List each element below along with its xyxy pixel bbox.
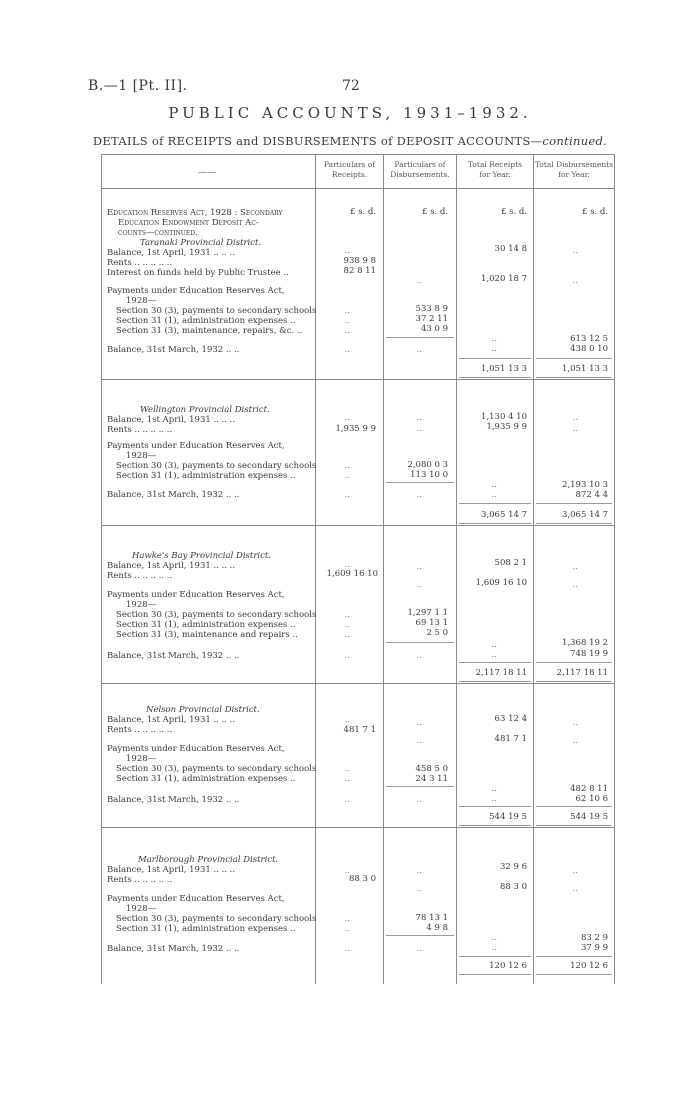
placeholder: .. <box>572 884 578 894</box>
header-particulars-receipts: Particulars of Receipts. <box>323 160 376 179</box>
placeholder: .. <box>344 560 350 570</box>
row-label: Balance, 1st April, 1931 .. .. .. <box>107 561 236 571</box>
total: 1,051 13 3 <box>481 364 527 374</box>
row-label: Section 30 (3), payments to secondary schools <box>116 764 317 774</box>
placeholder: .. <box>344 345 350 355</box>
intro-line: Education Reserves Act, 1928 : Secondary <box>107 208 283 218</box>
row-label: Payments under Education Reserves Act, <box>107 441 285 451</box>
placeholder: .. <box>344 764 350 774</box>
placeholder: .. <box>491 640 497 650</box>
total: 544 19 5 <box>570 812 608 822</box>
placeholder: .. <box>572 276 578 286</box>
placeholder: .. <box>416 718 422 728</box>
currency-heading: £ s. d. <box>349 207 376 217</box>
amount: 32 9 6 <box>499 862 527 872</box>
currency-heading: £ s. d. <box>421 207 448 217</box>
amount: 37 9 9 <box>580 943 608 953</box>
placeholder: .. <box>344 620 350 630</box>
amount: 1,935 9 9 <box>486 422 527 432</box>
row-label: Balance, 31st March, 1932 .. .. <box>107 490 240 500</box>
placeholder: .. <box>416 795 422 805</box>
amount: 37 2 11 <box>415 314 448 324</box>
currency-heading: £ s. d. <box>581 207 608 217</box>
amount: 78 13 1 <box>415 913 448 923</box>
amount: 83 2 9 <box>580 933 608 943</box>
row-label: Section 30 (3), payments to secondary schools <box>116 610 317 620</box>
row-label: Balance, 1st April, 1931 .. .. .. <box>107 715 236 725</box>
header-particulars-disbursements: Particulars of Disbursements. <box>390 160 450 179</box>
amount: 482 8 11 <box>570 784 608 794</box>
row-label: 1928— <box>126 451 157 461</box>
row-label: Section 30 (3), payments to secondary schools <box>116 914 317 924</box>
placeholder: .. <box>572 580 578 590</box>
row-label: Section 31 (3), maintenance and repairs .. <box>116 630 298 640</box>
placeholder: .. <box>344 630 350 640</box>
placeholder: .. <box>416 580 422 590</box>
amount: 69 13 1 <box>415 618 448 628</box>
amount: 1,130 4 10 <box>481 412 527 422</box>
amount: 533 8 9 <box>415 304 448 314</box>
subtitle-text: DETAILS of RECEIPTS and DISBURSEMENTS of DEPOSIT ACCOUNTS— <box>92 134 543 148</box>
amount: 481 7 1 <box>343 725 376 735</box>
header-total-receipts: Total Receipts for Year. <box>468 160 522 179</box>
placeholder: .. <box>344 914 350 924</box>
placeholder: .. <box>344 715 350 725</box>
placeholder: .. <box>416 345 422 355</box>
placeholder: .. <box>572 866 578 876</box>
amount: 113 10 0 <box>410 470 448 480</box>
amount: 1,368 19 2 <box>562 638 608 648</box>
page-subtitle <box>0 134 700 148</box>
placeholder: .. <box>344 774 350 784</box>
amount: 481 7 1 <box>494 734 527 744</box>
total: 2,117 18 11 <box>475 668 527 678</box>
amount: 30 14 8 <box>494 244 527 254</box>
placeholder: .. <box>572 246 578 256</box>
placeholder: .. <box>416 651 422 661</box>
amount: 1,609 16 10 <box>475 578 527 588</box>
row-label: Section 31 (1), administration expenses .. <box>116 471 296 481</box>
placeholder: .. <box>344 944 350 954</box>
placeholder: .. <box>416 413 422 423</box>
row-label: Payments under Education Reserves Act, <box>107 894 285 904</box>
amount: 748 19 9 <box>570 649 608 659</box>
row-label: Balance, 31st March, 1932 .. .. <box>107 944 240 954</box>
placeholder: .. <box>491 490 497 500</box>
placeholder: .. <box>491 794 497 804</box>
placeholder: .. <box>344 326 350 336</box>
placeholder: .. <box>491 943 497 953</box>
section-title: Wellington Provincial District. <box>140 405 270 415</box>
row-label: Balance, 1st April, 1931 .. .. .. <box>107 248 236 258</box>
amount: 613 12 5 <box>570 334 608 344</box>
placeholder: .. <box>344 316 350 326</box>
amount: 508 2 1 <box>494 558 527 568</box>
placeholder: .. <box>416 424 422 434</box>
amount: 24 3 11 <box>415 774 448 784</box>
placeholder: .. <box>344 651 350 661</box>
intro-line: Education Endowment Deposit Ac- <box>118 218 259 228</box>
placeholder: .. <box>416 884 422 894</box>
row-label: Rents .. .. .. .. .. <box>107 571 173 581</box>
total: 3,065 14 7 <box>562 510 608 520</box>
amount: 938 9 8 <box>343 256 376 266</box>
amount: 63 12 4 <box>494 714 527 724</box>
row-label: Rents .. .. .. .. .. <box>107 258 173 268</box>
row-label: Rents .. .. .. .. .. <box>107 875 173 885</box>
amount: 82 8 11 <box>343 266 376 276</box>
row-label: Section 31 (1), administration expenses .. <box>116 924 296 934</box>
placeholder: .. <box>491 784 497 794</box>
amount: 2 5 0 <box>426 628 448 638</box>
subtitle-continued: continued. <box>542 134 608 148</box>
row-label: 1928— <box>126 754 157 764</box>
row-label: Balance, 31st March, 1932 .. .. <box>107 795 240 805</box>
placeholder: .. <box>572 736 578 746</box>
placeholder: .. <box>491 650 497 660</box>
placeholder: .. <box>344 246 350 256</box>
amount: 2,080 0 3 <box>407 460 448 470</box>
row-label: Balance, 31st March, 1932 .. .. <box>107 345 240 355</box>
placeholder: .. <box>572 718 578 728</box>
placeholder: .. <box>572 424 578 434</box>
row-label: Interest on funds held by Public Trustee .. <box>107 268 289 278</box>
amount: 1,020 18 7 <box>481 274 527 284</box>
placeholder: .. <box>416 736 422 746</box>
row-label: Section 31 (1), administration expenses .. <box>116 774 296 784</box>
placeholder: .. <box>344 866 350 876</box>
row-label: Payments under Education Reserves Act, <box>107 286 285 296</box>
row-label: Balance, 1st April, 1931 .. .. .. <box>107 865 236 875</box>
intro-line: counts—continued. <box>118 228 198 238</box>
page-title: PUBLIC ACCOUNTS, 1931–1932. <box>168 104 532 122</box>
amount: 458 5 0 <box>415 764 448 774</box>
placeholder: .. <box>572 562 578 572</box>
amount: 438 0 10 <box>570 344 608 354</box>
amount: 88 3 0 <box>499 882 527 892</box>
placeholder: .. <box>344 471 350 481</box>
row-label: 1928— <box>126 904 157 914</box>
placeholder: .. <box>344 490 350 500</box>
amount: 1,609 16 10 <box>326 569 378 579</box>
placeholder: .. <box>572 413 578 423</box>
total: 120 12 6 <box>570 961 608 971</box>
row-label: Rents .. .. .. .. .. <box>107 725 173 735</box>
placeholder: .. <box>491 480 497 490</box>
row-label: 1928— <box>126 600 157 610</box>
section-title: Nelson Provincial District. <box>146 705 260 715</box>
placeholder: .. <box>416 490 422 500</box>
placeholder: .. <box>344 795 350 805</box>
placeholder: .. <box>416 562 422 572</box>
placeholder: .. <box>416 866 422 876</box>
row-label: 1928— <box>126 296 157 306</box>
row-label: Balance, 31st March, 1932 .. .. <box>107 651 240 661</box>
placeholder: .. <box>344 610 350 620</box>
amount: 2,193 10 3 <box>562 480 608 490</box>
total: 3,065 14 7 <box>481 510 527 520</box>
header-total-disbursements: Total Disbursements for Year. <box>534 160 614 179</box>
amount: 43 0 9 <box>420 324 448 334</box>
amount: 872 4 4 <box>575 490 608 500</box>
amount: 4 9 8 <box>426 923 448 933</box>
row-label: Section 31 (1), administration expenses .. <box>116 316 296 326</box>
row-label: Payments under Education Reserves Act, <box>107 744 285 754</box>
placeholder: .. <box>491 334 497 344</box>
placeholder: .. <box>344 306 350 316</box>
row-label: Section 31 (3), maintenance, repairs, &c. .. <box>116 326 303 336</box>
total: 1,051 13 3 <box>562 364 608 374</box>
placeholder: .. <box>344 924 350 934</box>
total: 544 19 5 <box>489 812 527 822</box>
row-label: Section 30 (3), payments to secondary schools <box>116 461 317 471</box>
placeholder: .. <box>491 344 497 354</box>
total: 2,117 18 11 <box>556 668 608 678</box>
total: 120 12 6 <box>489 961 527 971</box>
row-label: Section 31 (1), administration expenses .. <box>116 620 296 630</box>
page-number: 72 <box>342 78 360 94</box>
placeholder: .. <box>416 944 422 954</box>
amount: 88 3 0 <box>348 874 376 884</box>
section-title: Taranaki Provincial District. <box>140 238 262 248</box>
amount: 1,297 1 1 <box>407 608 448 618</box>
document-reference: B.—1 [Pt. II]. <box>88 78 188 94</box>
amount: 1,935 9 9 <box>335 424 376 434</box>
placeholder: .. <box>491 933 497 943</box>
row-label: Section 30 (3), payments to secondary schools <box>116 306 317 316</box>
row-label: Payments under Education Reserves Act, <box>107 590 285 600</box>
row-label: Rents .. .. .. .. .. <box>107 425 173 435</box>
section-title: Marlborough Provincial District. <box>138 855 279 865</box>
placeholder: .. <box>344 413 350 423</box>
placeholder: .. <box>416 276 422 286</box>
amount: 62 10 6 <box>575 794 608 804</box>
row-label: Balance, 1st April, 1931 .. .. .. <box>107 415 236 425</box>
placeholder: .. <box>344 461 350 471</box>
currency-heading: £ s. d. <box>500 207 527 217</box>
blank-column-header: —— <box>198 168 216 178</box>
section-title: Hawke's Bay Provincial District. <box>132 551 271 561</box>
